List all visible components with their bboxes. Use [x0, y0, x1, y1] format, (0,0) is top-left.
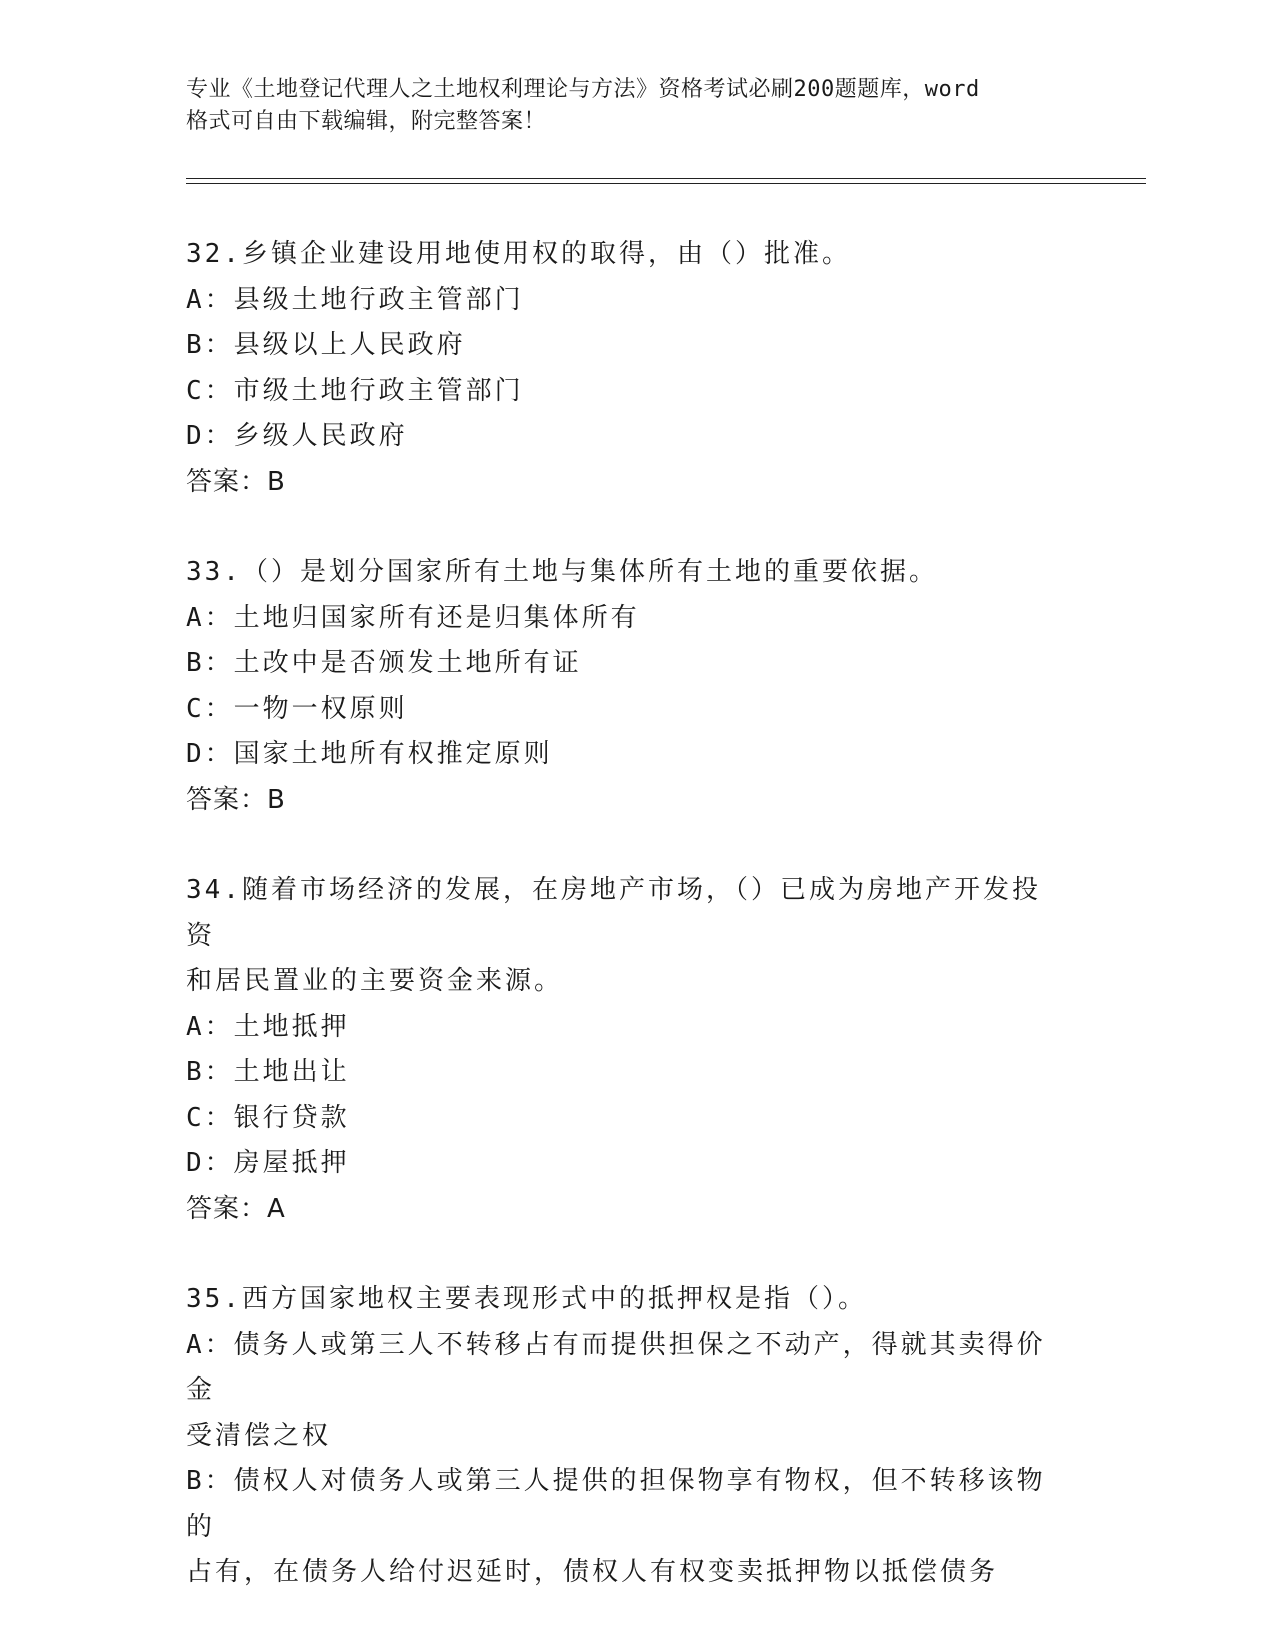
answer-option: 受清偿之权 — [186, 1420, 332, 1451]
answer-key: 答案：A — [186, 1193, 286, 1224]
answer-option: B：债权人对债务人或第三人提供的担保物享有物权，但不转移该物的 — [186, 1466, 1046, 1542]
document-header — [186, 74, 1066, 138]
answer-option: C：一物一权原则 — [186, 693, 408, 724]
answer-option: D：房屋抵押 — [186, 1148, 350, 1178]
question-block — [186, 1277, 1066, 1596]
header-rule-bottom — [186, 183, 1146, 184]
answer-option: A：债务人或第三人不转移占有而提供担保之不动产，得就其卖得价金 — [186, 1329, 1046, 1405]
answer-option: B：土改中是否颁发土地所有证 — [186, 648, 582, 678]
answer-option: A：土地归国家所有还是归集体所有 — [186, 602, 640, 633]
answer-key: 答案：B — [186, 784, 286, 815]
answer-option: A：土地抵押 — [186, 1011, 350, 1042]
answer-option: D：乡级人民政府 — [186, 421, 408, 451]
answer-option: A：县级土地行政主管部门 — [186, 284, 524, 315]
answer-option: D：国家土地所有权推定原则 — [186, 739, 553, 769]
header-line-1: 专业《土地登记代理人之土地权利理论与方法》资格考试必刷200题题库，word — [186, 77, 980, 102]
header-line-2: 格式可自由下载编辑，附完整答案！ — [186, 109, 547, 134]
question-block — [186, 550, 1066, 823]
question-stem: 32.乡镇企业建设用地使用权的取得，由（）批准。 — [186, 239, 851, 269]
question-stem: 35.西方国家地权主要表现形式中的抵押权是指（）。 — [186, 1284, 867, 1314]
question-list — [186, 232, 1066, 1641]
answer-option: C：市级土地行政主管部门 — [186, 375, 524, 406]
question-stem: 34.随着市场经济的发展，在房地产市场，（）已成为房地产开发投资 — [186, 875, 1041, 951]
answer-option: C：银行贷款 — [186, 1102, 350, 1133]
answer-key: 答案：B — [186, 466, 286, 497]
answer-option: B：县级以上人民政府 — [186, 330, 466, 360]
question-block — [186, 232, 1066, 505]
question-block — [186, 868, 1066, 1232]
answer-option: B：土地出让 — [186, 1057, 350, 1087]
answer-option: 占有，在债务人给付迟延时，债权人有权变卖抵押物以抵偿债务 — [186, 1557, 999, 1587]
question-stem: 和居民置业的主要资金来源。 — [186, 966, 564, 996]
header-rule-top — [186, 178, 1146, 179]
question-stem: 33.（）是划分国家所有土地与集体所有土地的重要依据。 — [186, 557, 938, 587]
